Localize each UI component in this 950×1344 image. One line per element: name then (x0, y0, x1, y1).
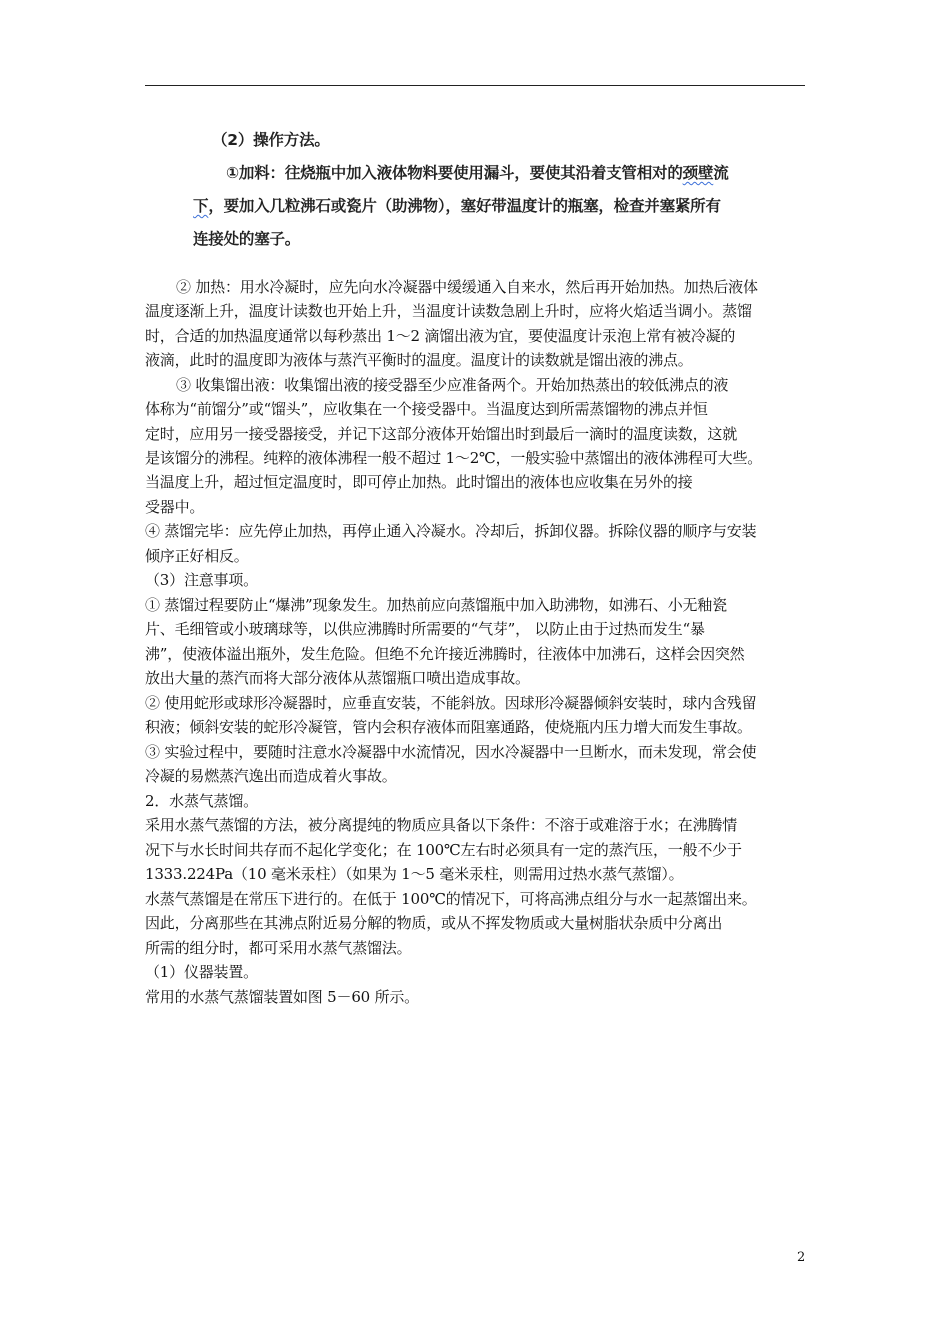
body-line: 片、毛细管或小玻璃球等，以供应沸腾时所需要的“气芽”， 以防止由于过热而发生“暴 (145, 620, 705, 638)
body-line: 所需的组分时，都可采用水蒸气蒸馏法。 (145, 939, 412, 957)
body-line: 液滴，此时的温度即为液体与蒸汽平衡时的温度。温度计的读数就是馏出液的沸点。 (145, 351, 693, 369)
body-line: 时，合适的加热温度通常以每秒蒸出 1～2 滴馏出液为宜，要使温度计汞泡上常有被冷凝的 (145, 327, 736, 345)
body-line: 采用水蒸气蒸馏的方法，被分离提纯的物质应具备以下条件：不溶于或难溶于水；在沸腾情 (145, 816, 738, 834)
operation-method-title: （2）操作方法。 (212, 131, 330, 149)
body-line: 水蒸气蒸馏是在常压下进行的。在低于 100℃的情况下，可将高沸点组分与水一起蒸馏出来。 (145, 890, 757, 908)
loading-line-1-end: 流 (713, 164, 729, 182)
body-line: ② 使用蛇形或球形冷凝器时，应垂直安装，不能斜放。因球形冷凝器倾斜安装时，球内含残留 (145, 694, 757, 712)
body-line: ③ 实验过程中，要随时注意水冷凝器中水流情况，因水冷凝器中一旦断水，而未发现，常会使 (145, 743, 757, 761)
loading-line-1 (226, 164, 729, 183)
loading-line-2-text: ，要加入几粒沸石或瓷片（助沸物），塞好带温度计的瓶塞，检查并塞紧所有 (208, 197, 721, 215)
body-line: 受器中。 (145, 498, 205, 516)
loading-line-1-marked: 颈壁 (682, 164, 714, 182)
body-line: 体称为“前馏分”或“馏头”，应收集在一个接受器中。当温度达到所需蒸馏物的沸点并恒 (145, 400, 708, 418)
loading-line-1-text: ①加料：往烧瓶中加入液体物料要使用漏斗，要使其沿着支管相对的 (226, 164, 683, 182)
body-line: 沸”，使液体溢出瓶外，发生危险。但绝不允许接近沸腾时，往液体中加沸石，这样会因突然 (145, 645, 745, 663)
body-line: 常用的水蒸气蒸馏装置如图 5－60 所示。 (145, 988, 419, 1006)
body-line: 定时，应用另一接受器接受，并记下这部分液体开始馏出时到最后一滴时的温度读数，这就 (145, 425, 738, 443)
body-line: ④ 蒸馏完毕：应先停止加热，再停止通入冷凝水。冷却后，拆卸仪器。拆除仪器的顺序与安装 (145, 522, 757, 540)
body-line: 1333.224Pa（10 毫米汞柱）（如果为 1～5 毫米汞柱，则需用过热水蒸气蒸馏）。 (145, 865, 684, 883)
body-line: （1）仪器装置。 (145, 963, 258, 981)
header-rule (145, 85, 805, 86)
loading-line-2 (193, 197, 721, 216)
loading-line-3: 连接处的塞子。 (193, 230, 301, 248)
body-line: ③ 收集馏出液：收集馏出液的接受器至少应准备两个。开始加热蒸出的较低沸点的液 (176, 376, 729, 394)
body-line: ② 加热：用水冷凝时，应先向水冷凝器中缓缓通入自来水，然后再开始加热。加热后液体 (176, 278, 758, 296)
body-line: （3）注意事项。 (145, 571, 258, 589)
body-line: 倾序正好相反。 (145, 547, 249, 565)
body-line: 况下与水长时间共存而不起化学变化；在 100℃左右时必须具有一定的蒸汽压，一般不少于 (145, 841, 742, 859)
body-line: 是该馏分的沸程。纯粹的液体沸程一般不超过 1～2℃，一般实验中蒸馏出的液体沸程可大些。 (145, 449, 763, 467)
body-line: 温度逐渐上升，温度计读数也开始上升，当温度计读数急剧上升时，应将火焰适当调小。蒸馏 (145, 302, 752, 320)
body-line: 冷凝的易燃蒸汽逸出而造成着火事故。 (145, 767, 397, 785)
body-line: 因此，分离那些在其沸点附近易分解的物质，或从不挥发物质或大量树脂状杂质中分离出 (145, 914, 723, 932)
body-line: 放出大量的蒸汽而将大部分液体从蒸馏瓶口喷出造成事故。 (145, 669, 530, 687)
page-number: 2 (797, 1250, 806, 1265)
loading-line-2-marked: 下 (193, 197, 209, 215)
body-line: 积液；倾斜安装的蛇形冷凝管，管内会积存液体而阻塞通路，使烧瓶内压力增大而发生事故。 (145, 718, 752, 736)
body-line: 当温度上升，超过恒定温度时，即可停止加热。此时馏出的液体也应收集在另外的接 (145, 473, 693, 491)
body-line: 2．水蒸气蒸馏。 (145, 792, 258, 810)
body-line: ① 蒸馏过程要防止“爆沸”现象发生。加热前应向蒸馏瓶中加入助沸物，如沸石、小无釉瓷 (145, 596, 727, 614)
